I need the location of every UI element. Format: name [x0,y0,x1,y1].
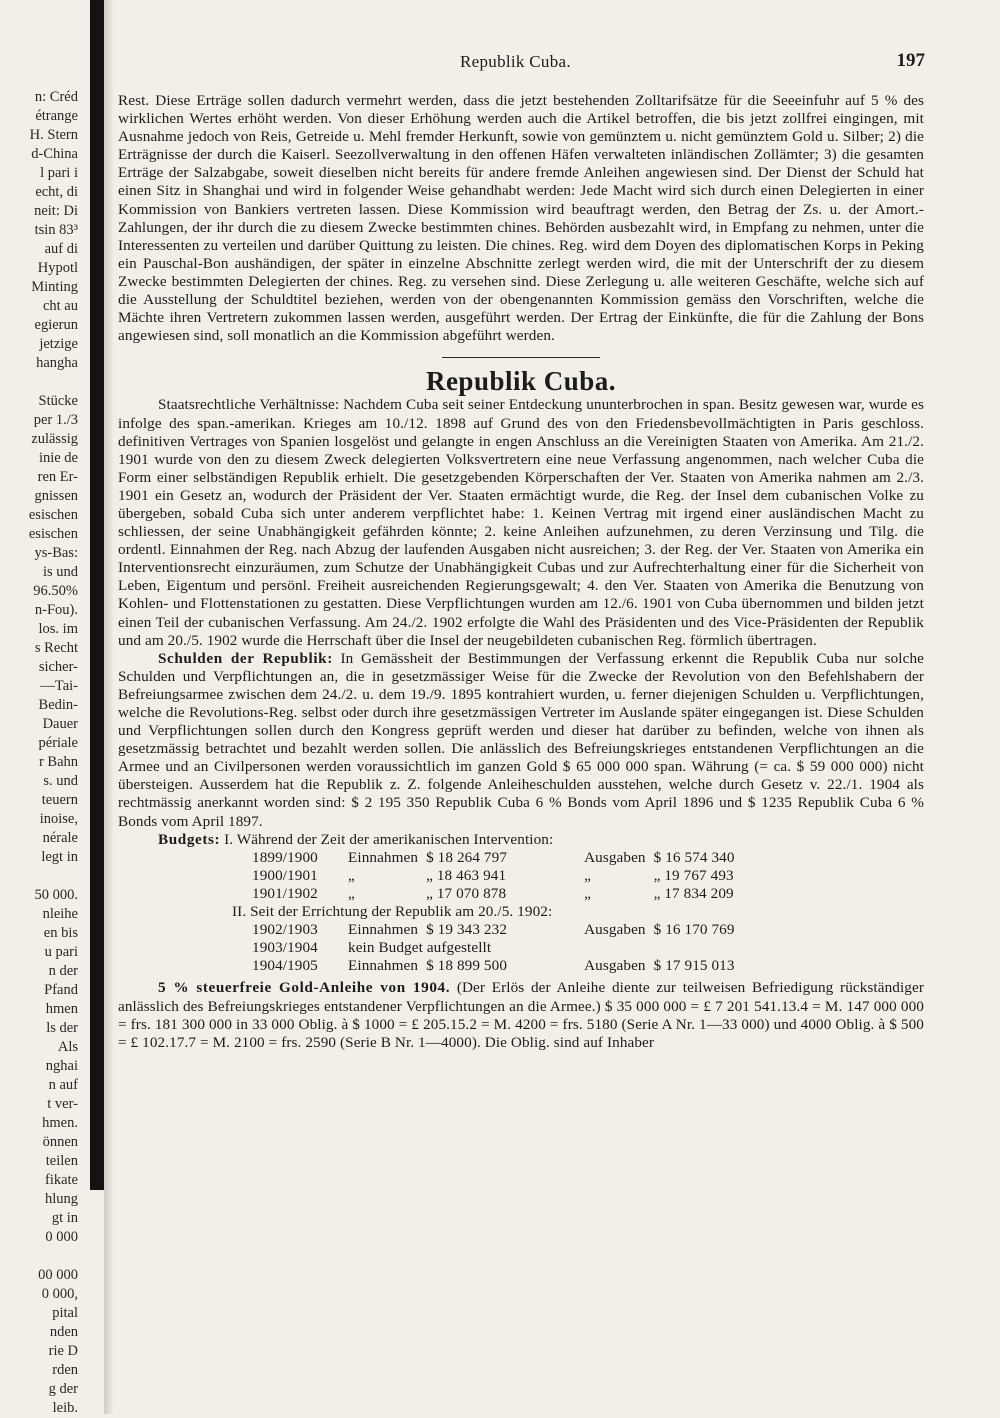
left-fragment-line: neit: Di [34,203,78,219]
budgets-part2-label: II. Seit der Errichtung der Republik am 20./5. 1902: [232,903,553,921]
budget-year: 1900/1901 [252,866,318,884]
budget-row [248,867,778,885]
left-fragment-line: s. und [43,773,78,789]
budget-year: 1903/1904 [252,939,318,957]
left-fragment-line: nleihe [42,906,78,922]
left-fragment-line: egierun [34,317,78,333]
page-number: 197 [896,50,925,71]
left-fragment-line: H. Stern [29,127,78,143]
left-fragment-line: los. im [38,621,78,637]
left-fragment-line: t ver- [47,1096,78,1112]
budget-ausg: „ 19 767 493 [653,866,734,884]
left-fragment-line [0,1247,78,1266]
budgets-part1-table [248,849,778,903]
left-fragment-line: rden [52,1362,78,1378]
schulden-text: In Gemässheit der Bestimmungen der Verfassung erkennt die Republik Cuba nur solche Schulden und Verpflichtungen an, die in gesetzmässiger Weise für die Zwecke der Revolution von den Befehlshabern der Befreiungsarmee zwischen dem 24./2. u. dem 19./9. 1895 kontrahiert wurden, u. ferner diejenigen Schulden u. Verpflichtungen, welche die Revolutions-Reg. selbst oder durch ihre gesetzmässigen Vertreter im Auslande später eingegangen ist. Diese Schulden und Verpflichtungen sollen durch den Kongress geprüft werden und dieser hat darüber zu befinden, welche von ihnen als gesetzmässig betrachtet und bezahlt werden sollen. Die anlässlich des Befreiungskrieges entstandenen Verpflichtungen an die Armee und an Civilpersonen werden voraussichtlich im ganzen Gold $ 65 000 000 span. Währung (= ca. $ 59 000 000) nicht übersteigen. Ausserdem hat die Republik z. Z. folgende Anleiheschulden ausstehen, welche durch Gesetz v. 22./1. 1904 als rechtmässig anerkannt worden sind: $ 2 195 350 Republik Cuba 6 % Bonds vom April 1896 und $ 1235 Republik Cuba 6 % Bonds vom April 1897. [118,649,925,830]
left-fragment-line: n: Créd [34,89,78,105]
left-fragment-line: étrange [35,108,78,124]
budget-einn: $ 18 899 500 [426,957,508,975]
left-fragment-line: 0 000, [41,1286,78,1302]
left-fragment-line: teuern [41,792,78,808]
budget-einn-label: kein Budget aufgestellt [348,939,492,957]
budget-einn: „ 17 070 878 [426,884,507,902]
anleihe-lead: 5 % steuerfreie Gold-Anleihe von 1904. [158,979,451,997]
left-fragment-line: 0 000 [45,1229,78,1245]
left-fragment-line: önnen [42,1134,78,1150]
budget-year: 1904/1905 [252,957,318,975]
left-page-fragment [0,88,78,1418]
left-fragment-line: ls der [46,1020,78,1036]
budget-ausg: „ 17 834 209 [653,884,734,902]
budget-ausg-label: Ausgaben [584,921,646,939]
anleihe-paragraph [118,979,924,1051]
gutter-shadow [104,0,114,1414]
left-fragment-line: teilen [45,1153,78,1169]
budget-ausg: $ 16 574 340 [653,848,735,866]
left-fragment-line: esischen [28,526,78,542]
left-fragment-line: Dauer [42,716,78,732]
left-fragment-line: n-Fou). [34,602,78,618]
left-fragment-line: echt, di [35,184,78,200]
left-fragment-line: n auf [48,1077,78,1093]
schulden-lead: Schulden der Republik: [158,649,333,667]
budget-row [248,885,778,903]
left-fragment-line: tsin 83³ [34,222,78,238]
budgets-block [118,831,924,976]
anleihe-text: (Der Erlös der Anleihe diente zur teilweisen Befriedigung rückständiger anlässlich des Befreiungskrieges entstandener Verpflichtungen an die Armee.) $ 35 000 000 = £ 7 201 541.13.4 = M. 147 000 000 = frs. 181 300 000 in 33 000 Oblig. à $ 1000 = £ 205.15.2 = M. 4200 = frs. 5180 (Serie A Nr. 1—33 000) und 4000 Oblig. à $ 500 = £ 102.17.7 = M. 2100 = frs. 2590 (Serie B Nr. 1—4000). Die Oblig. sind auf Inhaber [118,979,924,1051]
budgets-part2-table [248,921,778,975]
budget-einn: $ 18 264 797 [426,848,508,866]
left-fragment-line: legt in [41,849,78,865]
left-fragment-line: auf di [44,241,78,257]
main-column [118,92,924,1052]
left-fragment-line: Pfand [44,982,78,998]
budget-year: 1902/1903 [252,921,318,939]
budgets-lead: Budgets: [158,830,221,848]
left-fragment-line: gt in [51,1210,78,1226]
left-fragment-line: gnissen [34,488,78,504]
budget-row [248,939,778,957]
left-fragment-line: 50 000. [34,887,78,903]
budget-einn-label: „ [348,866,355,884]
left-fragment-line: sicher- [38,659,78,675]
left-fragment-line: inie de [38,450,78,466]
left-fragment-line: leib. [52,1400,78,1416]
left-fragment-line: ys-Bas: [34,545,78,561]
left-fragment-line: Minting [31,279,78,295]
left-fragment-line: n der [48,963,78,979]
left-fragment-line: fikate [44,1172,78,1188]
budget-einn: „ 18 463 941 [426,866,507,884]
left-fragment-line: périale [38,735,78,751]
left-fragment-line: is und [42,564,78,580]
budget-ausg-label: Ausgaben [584,957,646,975]
left-fragment-line: Stücke [38,393,78,409]
left-fragment-line: nghai [45,1058,78,1074]
left-fragment-line: ren Er- [37,469,78,485]
budget-ausg-label: „ [584,866,591,884]
left-fragment-line: en bis [43,925,78,941]
budget-year: 1901/1902 [252,884,318,902]
schulden-paragraph [118,650,924,831]
binding-gutter [90,0,104,1190]
section-title: Republik Cuba. [425,366,617,397]
running-head: Republik Cuba. [460,52,571,71]
left-fragment-line: 00 000 [38,1267,78,1283]
budget-year: 1899/1900 [252,848,318,866]
left-fragment-line: Als [57,1039,78,1055]
left-fragment-line: d-China [31,146,78,162]
left-fragment-line: l pari i [40,165,78,181]
left-fragment-line [0,867,78,886]
budget-ausg-label: Ausgaben [584,848,646,866]
budget-ausg-label: „ [584,884,591,902]
left-fragment-line: r Bahn [38,754,78,770]
budget-row [248,957,778,975]
section-divider [442,357,600,358]
left-fragment-line: jetzige [39,336,78,352]
left-fragment-line [0,373,78,392]
left-fragment-line: u pari [44,944,78,960]
left-fragment-line: nérale [42,830,78,846]
page-header [120,52,925,76]
left-fragment-line: hlung [44,1191,78,1207]
left-fragment-line: Bedin- [38,697,78,713]
left-fragment-line: g der [48,1381,78,1397]
budgets-part1-label: I. Während der Zeit der amerikanischen Intervention: [224,830,554,848]
left-fragment-line: hangha [36,355,78,371]
left-fragment-line: hmen [45,1001,78,1017]
budget-einn-label: „ [348,884,355,902]
left-fragment-line: pital [52,1305,78,1321]
left-fragment-line: esischen [28,507,78,523]
budget-row [248,849,778,867]
left-fragment-line: Hypotl [37,260,78,276]
left-fragment-line: nden [49,1324,78,1340]
left-fragment-line: s Recht [34,640,78,656]
left-fragment-line: —Tai- [40,678,78,694]
left-fragment-line: rie D [48,1343,78,1359]
left-fragment-line: zulässig [31,431,78,447]
budget-einn-label: Einnahmen [348,957,419,975]
intro-paragraph: Rest. Diese Erträge sollen dadurch vermehrt werden, dass die jetzt bestehenden Zolltarifsätze für die Seeeinfuhr auf 5 % des wirklichen Wertes erhöht werden. Von dieser Erhöhung werden auch die Artikel betroffen, die bis jetzt zollfrei eingingen, mit Ausnahme jedoch von Reis, Getreide u. Mehl fremder Herkunft, sowie von gemünztem u. nicht gemünztem Gold u. Silber; 2) die Erträgnisse der durch die Kaiserl. Seezollverwaltung in den offenen Häfen verwalteten inländischen Zollämter; 3) die gesamten Erträge der Salzabgabe, soweit dieselben nicht bereits für andere fremde Anleihen angewiesen sind. Der Dienst der Schuld hat einen Sitz in Shanghai und wird in folgender Weise gehandhabt werden: Jede Macht wird sich durch einen Delegierten in einer Kommission von Bankiers vertreten lassen. Diese Kommission wird beauftragt werden, den Betrag der Zs. u. der Amort.-Zahlungen, der ihr durch die zu diesem Zwecke bestimmten chines. Behörden ausbezahlt wird, in Empfang zu nehmen, unter die Interessenten zu verteilen und darüber Quittung zu leisten. Die chines. Reg. wird dem Doyen des diplomatischen Korps in Peking ein Pauschal-Bon aushändigen, der später in einzelne Abschnitte zerlegt werden wird, die mit der Unterschrift der zu diesem Zwecke bestimmten Delegierten der chines. Reg. zu versehen sind. Diese Zerlegung u. alle weiteren Geschäfte, welche sich auf die Ausstellung der Schuldtitel beziehen, werden von der obengenannten Kommission gemäss den Vorschriften, welche die Mächte ihren Vertretern zukommen lassen werden, ausgeführt werden. Der Ertrag der Einkünfte, die für die Zahlung der Bons angewiesen sind, soll monatlich an die Kommission abgeführt werden. [118,92,924,345]
left-fragment-line: per 1./3 [33,412,78,428]
budget-einn-label: Einnahmen [348,921,419,939]
left-fragment-line: hmen. [42,1115,78,1131]
budget-einn: $ 19 343 232 [426,921,508,939]
left-fragment-line: 96.50% [33,583,78,599]
budget-einn-label: Einnahmen [348,848,419,866]
budget-row [248,921,778,939]
left-fragment-line: cht au [42,298,78,314]
budget-ausg: $ 16 170 769 [653,921,735,939]
left-fragment-line: inoise, [39,811,78,827]
staatsrecht-paragraph: Staatsrechtliche Verhältnisse: Nachdem Cuba seit seiner Entdeckung ununterbrochen in span. Besitz gewesen war, wurde es infolge des span.-amerikan. Krieges am 10./12. 1898 auf Grund des von den Friedensbevollmächtigten in Paris geschloss. definitiven Vertrages von Spanien losgelöst und gelangte in engen Anschluss an die Vereinigten Staaten von Amerika. Am 21./2. 1901 wurde von den zu diesem Zweck delegierten Volksvertretern eine neue Verfassung angenommen, nach welcher Cuba die Form einer selbständigen Republik erhielt. Die gesetzgebenden Körperschaften der Ver. Staaten von Amerika nahmen am 2./3. 1901 ein Gesetz an, wodurch der Präsident der Ver. Staaten ermächtigt wurde, die Reg. der Insel dem cubanischen Volke zu übergeben, sobald Cuba sich unter anderem verpflichtet habe: 1. Keinen Vertrag mit irgend einer ausländischen Macht zu schliessen, der seine Unabhängigkeit gefährden könnte; 2. keine Anleihen aufzunehmen, zu deren Verzinsung und Tilg. die ordentl. Einnahmen der Reg. nach Abzug der laufenden Ausgaben nicht ausreichen; 3. der Reg. der Ver. Staaten von Amerika ein Interventionsrecht einzuräumen, zum Schutze der Unabhängigkeit Cubas und zur Aufrechterhaltung einer für die Sicherheit von Leben, Eigentum und persönl. Freiheit ausreichenden Regierungsgewalt; 4. den Ver. Staaten von Amerika die Benutzung von Kohlen- und Flottenstationen zu gestatten. Diese Verpflichtungen wurden am 12./6. 1901 von Cuba übernommen und bilden jetzt einen Teil der cubanischen Verfassung. Am 24./2. 1902 erfolgte die Wahl des Präsidenten und des Vice-Präsidenten der Republik und am 20./5. 1902 wurde die Herrschaft über die Insel der neugebildeten cubanischen Reg. förmlich übertragen. [118,396,924,649]
budget-ausg: $ 17 915 013 [653,957,735,975]
